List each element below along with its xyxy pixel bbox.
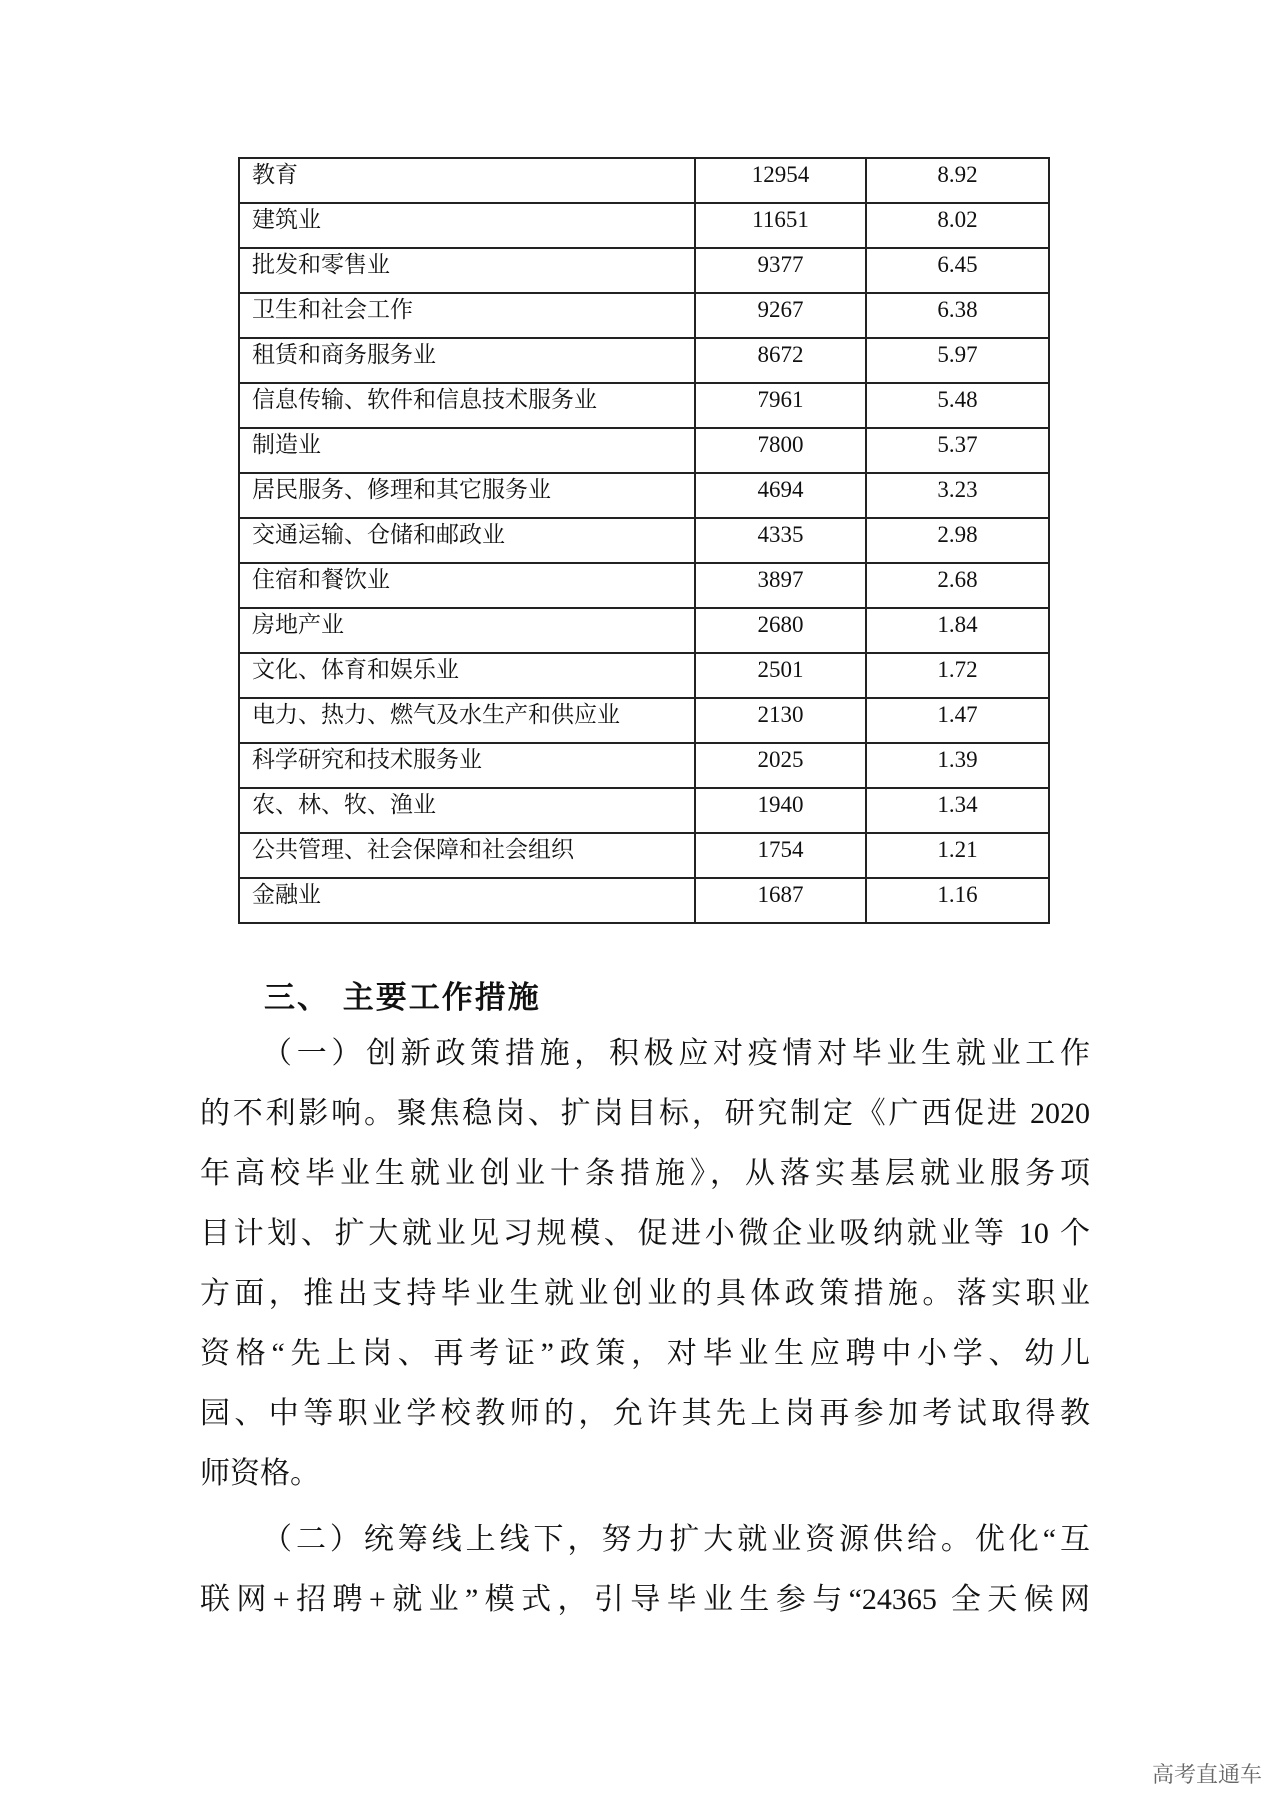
industry-cell: 住宿和餐饮业	[239, 563, 695, 608]
table-row	[239, 653, 1049, 698]
industry-cell: 居民服务、修理和其它服务业	[239, 473, 695, 518]
table-row	[239, 248, 1049, 293]
section-heading: 三、 主要工作措施	[264, 980, 541, 1016]
count-cell: 3897	[695, 563, 866, 608]
paragraph-line: （一）创新政策措施，积极应对疫情对毕业生就业工作	[262, 1037, 1090, 1070]
count-cell: 2025	[695, 743, 866, 788]
paragraph-line: 资格“先上岗、再考证”政策，对毕业生应聘中小学、幼儿	[200, 1337, 1090, 1370]
industry-cell: 公共管理、社会保障和社会组织	[239, 833, 695, 878]
count-cell: 7961	[695, 383, 866, 428]
percent-cell: 1.34	[866, 788, 1049, 833]
count-cell: 2680	[695, 608, 866, 653]
industry-cell: 教育	[239, 158, 695, 203]
count-cell: 8672	[695, 338, 866, 383]
count-cell: 4694	[695, 473, 866, 518]
paragraph-line: 的不利影响。聚焦稳岗、扩岗目标，研究制定《广西促进 2020	[200, 1097, 1090, 1130]
percent-cell: 2.68	[866, 563, 1049, 608]
industry-cell: 农、林、牧、渔业	[239, 788, 695, 833]
percent-cell: 8.02	[866, 203, 1049, 248]
table-row	[239, 383, 1049, 428]
industry-cell: 卫生和社会工作	[239, 293, 695, 338]
percent-cell: 1.84	[866, 608, 1049, 653]
percent-cell: 5.97	[866, 338, 1049, 383]
count-cell: 1754	[695, 833, 866, 878]
percent-cell: 6.38	[866, 293, 1049, 338]
table-row	[239, 293, 1049, 338]
paragraph-line: 目计划、扩大就业见习规模、促进小微企业吸纳就业等 10 个	[200, 1217, 1090, 1250]
paragraph-line: 师资格。	[200, 1457, 320, 1490]
paragraph-line: （二）统筹线上线下，努力扩大就业资源供给。优化“互	[262, 1523, 1090, 1556]
percent-cell: 5.37	[866, 428, 1049, 473]
watermark: 高考直通车	[1152, 1763, 1263, 1788]
industry-cell: 文化、体育和娱乐业	[239, 653, 695, 698]
table-row	[239, 743, 1049, 788]
percent-cell: 3.23	[866, 473, 1049, 518]
table-row	[239, 473, 1049, 518]
count-cell: 2130	[695, 698, 866, 743]
count-cell: 11651	[695, 203, 866, 248]
table-row	[239, 788, 1049, 833]
table-row	[239, 518, 1049, 563]
percent-cell: 1.16	[866, 878, 1049, 923]
industry-cell: 电力、热力、燃气及水生产和供应业	[239, 698, 695, 743]
table-row	[239, 203, 1049, 248]
industry-cell: 金融业	[239, 878, 695, 923]
industry-cell: 制造业	[239, 428, 695, 473]
percent-cell: 8.92	[866, 158, 1049, 203]
percent-cell: 1.21	[866, 833, 1049, 878]
count-cell: 4335	[695, 518, 866, 563]
table-row	[239, 428, 1049, 473]
count-cell: 12954	[695, 158, 866, 203]
percent-cell: 5.48	[866, 383, 1049, 428]
table-row	[239, 833, 1049, 878]
count-cell: 2501	[695, 653, 866, 698]
industry-cell: 交通运输、仓储和邮政业	[239, 518, 695, 563]
count-cell: 1940	[695, 788, 866, 833]
industry-employment-table	[238, 157, 1050, 924]
paragraph-line: 方面，推出支持毕业生就业创业的具体政策措施。落实职业	[200, 1277, 1090, 1310]
percent-cell: 1.72	[866, 653, 1049, 698]
count-cell: 9267	[695, 293, 866, 338]
industry-cell: 信息传输、软件和信息技术服务业	[239, 383, 695, 428]
table-row	[239, 338, 1049, 383]
industry-cell: 科学研究和技术服务业	[239, 743, 695, 788]
paragraph-line: 年高校毕业生就业创业十条措施》，从落实基层就业服务项	[200, 1157, 1090, 1190]
industry-cell: 租赁和商务服务业	[239, 338, 695, 383]
table-row	[239, 878, 1049, 923]
percent-cell: 6.45	[866, 248, 1049, 293]
count-cell: 1687	[695, 878, 866, 923]
industry-cell: 房地产业	[239, 608, 695, 653]
paragraph-line: 联网+招聘+就业”模式，引导毕业生参与“24365 全天候网	[200, 1583, 1090, 1616]
table-row	[239, 563, 1049, 608]
table-row	[239, 158, 1049, 203]
percent-cell: 2.98	[866, 518, 1049, 563]
percent-cell: 1.39	[866, 743, 1049, 788]
count-cell: 9377	[695, 248, 866, 293]
percent-cell: 1.47	[866, 698, 1049, 743]
industry-cell: 批发和零售业	[239, 248, 695, 293]
count-cell: 7800	[695, 428, 866, 473]
table-row	[239, 698, 1049, 743]
table-row	[239, 608, 1049, 653]
paragraph-line: 园、中等职业学校教师的，允许其先上岗再参加考试取得教	[200, 1397, 1090, 1430]
industry-cell: 建筑业	[239, 203, 695, 248]
